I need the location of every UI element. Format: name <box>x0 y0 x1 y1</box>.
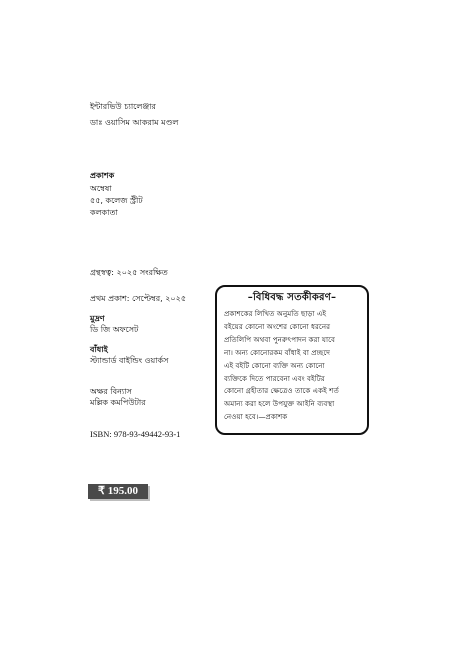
legal-notice-line: বইয়ের কোনো অংশের কোনো ধরনের <box>224 321 331 331</box>
legal-notice-line: প্রতিলিপি অথবা পুনরুৎপাদন করা যাবে <box>224 334 335 344</box>
copyright-line: গ্রন্থস্বত্ব: ২০২৫ সংরক্ষিত <box>90 268 168 277</box>
isbn: ISBN: 978-93-49442-93-1 <box>90 429 181 439</box>
printer-heading: মুদ্রণ <box>90 314 105 323</box>
typesetting-name: মল্লিক কমপিউটার <box>90 398 146 407</box>
price-tag: ₹ 195.00 <box>88 484 148 499</box>
publisher-city: কলকাতা <box>90 208 118 217</box>
legal-notice-line: নেওয়া হবে।—প্রকাশক <box>224 412 288 422</box>
legal-notice-title: –বিধিবদ্ধ সতর্কীকরণ– <box>247 292 337 303</box>
publisher-address: ৫৫, কলেজ স্ট্রীট <box>90 196 143 205</box>
publisher-name: অম্বেষা <box>90 184 112 193</box>
book-title: ইন্টারভিউ চ্যালেঞ্জার <box>90 102 156 111</box>
first-edition-line: প্রথম প্রকাশ: সেপ্টেম্বর, ২০২৫ <box>90 294 187 303</box>
legal-notice-line: অমান্য করা হলে উপযুক্ত আইনি ব্যবস্থা <box>224 399 335 409</box>
legal-notice-line: ব্যক্তিকে দিতে পারবেনা এবং বইটির <box>224 373 325 383</box>
typesetting-heading: অক্ষর বিন্যাস <box>90 387 132 396</box>
legal-notice-line: প্রকাশকের লিখিত অনুমতি ছাড়া এই <box>224 309 327 318</box>
binding-name: স্ট্যান্ডার্ড বাইন্ডিং ওয়ার্কস <box>90 356 169 365</box>
printer-name: ডি জি অফসেট <box>90 325 139 334</box>
author-name: ডাঃ ওয়াসিম আকরাম মণ্ডল <box>90 118 179 127</box>
binding-heading: বাঁধাই <box>90 345 108 354</box>
legal-notice-line: না। অন্য কোনোরকম বাঁধাই বা প্রচ্ছদে <box>224 347 331 357</box>
publisher-heading: প্রকাশক <box>90 171 115 180</box>
legal-notice-box <box>215 285 369 435</box>
legal-notice-line: এই বইটি কোনো ব্যক্তি অন্য কোনো <box>224 360 325 370</box>
legal-notice-line: কোনো গ্রহীতার ক্ষেত্রেও তাকে একই শর্ত <box>224 386 339 396</box>
